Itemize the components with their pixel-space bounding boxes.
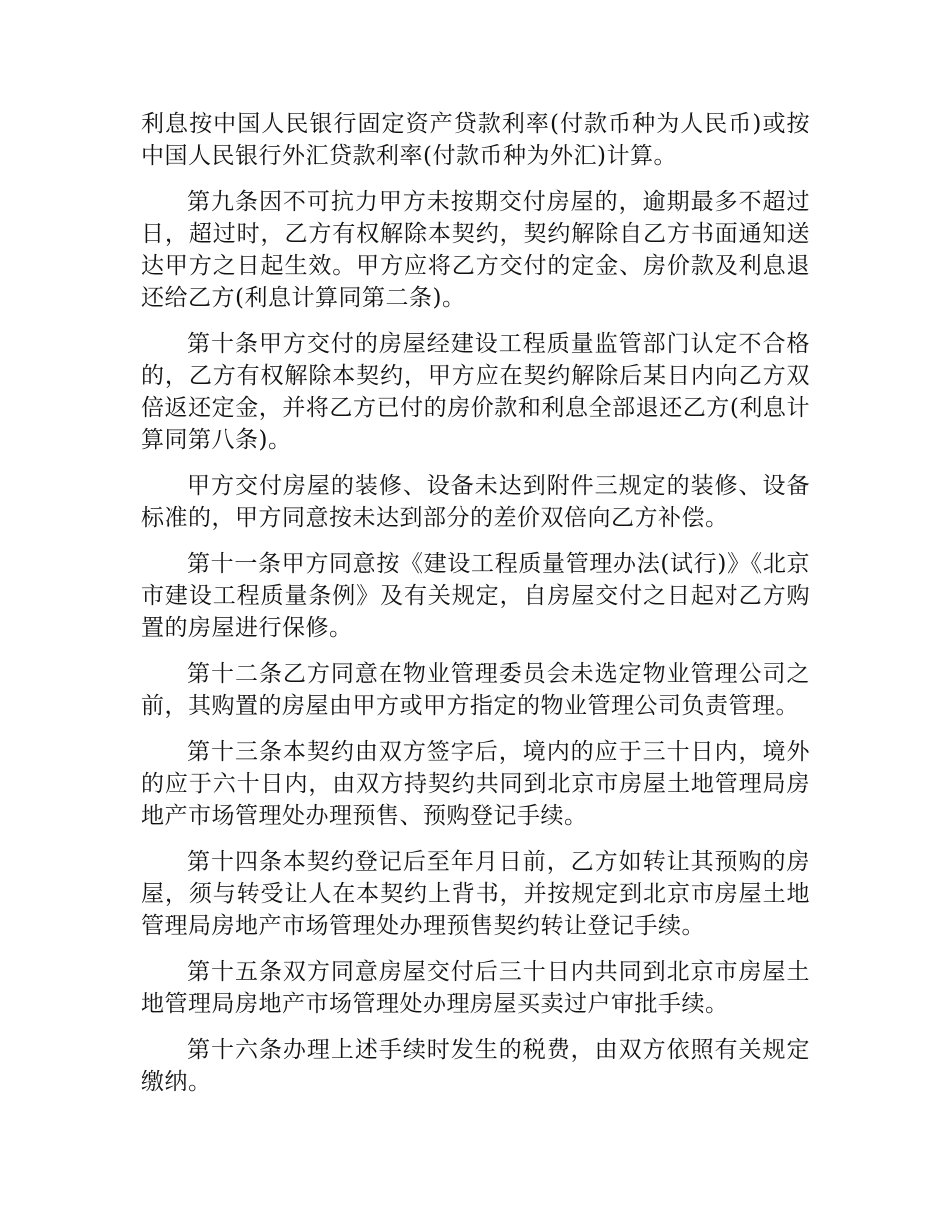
paragraph-article-9: 第九条因不可抗力甲方未按期交付房屋的，逾期最多不超过日，超过时，乙方有权解除本契约，契约解除自乙方书面通知送达甲方之日起生效。甲方应将乙方交付的定金、房价款及利息退还给乙方(利息计算同第二条)。 <box>141 189 810 311</box>
paragraph-decoration-compensation: 甲方交付房屋的装修、设备未达到附件三规定的装修、设备标准的，甲方同意按未达到部分的差价双倍向乙方补偿。 <box>141 473 810 531</box>
paragraph-interest-continuation: 利息按中国人民银行固定资产贷款利率(付款币种为人民币)或按中国人民银行外汇贷款利率(付款币种为外汇)计算。 <box>141 111 810 169</box>
paragraph-article-11: 第十一条甲方同意按《建设工程质量管理办法(试行)》《北京市建设工程质量条例》及有关规定，自房屋交付之日起对乙方购置的房屋进行保修。 <box>141 551 810 641</box>
paragraph-article-16: 第十六条办理上述手续时发生的税费，由双方依照有关规定缴纳。 <box>141 1037 810 1095</box>
paragraph-article-15: 第十五条双方同意房屋交付后三十日内共同到北京市房屋土地管理局房地产市场管理处办理房屋买卖过户审批手续。 <box>141 959 810 1017</box>
paragraph-article-12: 第十二条乙方同意在物业管理委员会未选定物业管理公司之前，其购置的房屋由甲方或甲方指定的物业管理公司负责管理。 <box>141 661 810 719</box>
paragraph-article-14: 第十四条本契约登记后至年月日前，乙方如转让其预购的房屋，须与转受让人在本契约上背书，并按规定到北京市房屋土地管理局房地产市场管理处办理预售契约转让登记手续。 <box>141 849 810 939</box>
paragraph-article-10: 第十条甲方交付的房屋经建设工程质量监管部门认定不合格的，乙方有权解除本契约，甲方应在契约解除后某日内向乙方双倍返还定金，并将乙方已付的房价款和利息全部退还乙方(利息计算同第八条)。 <box>141 331 810 453</box>
paragraph-article-13: 第十三条本契约由双方签字后，境内的应于三十日内，境外的应于六十日内，由双方持契约共同到北京市房屋土地管理局房地产市场管理处办理预售、预购登记手续。 <box>141 739 810 829</box>
